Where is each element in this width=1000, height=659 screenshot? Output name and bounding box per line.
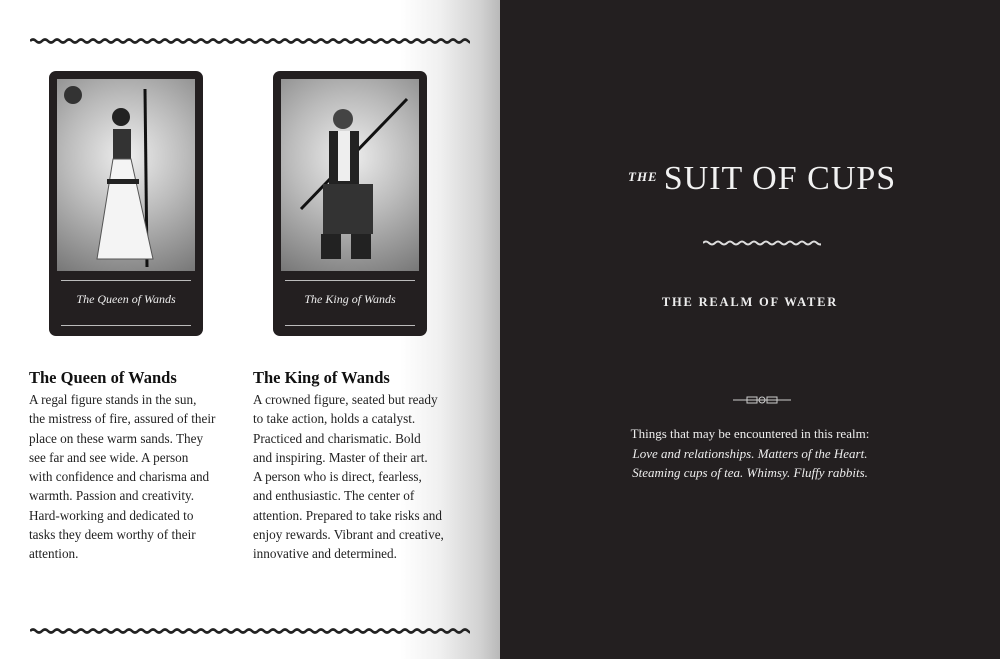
- wavy-divider-bottom: [30, 628, 470, 634]
- title-prefix: THE: [628, 169, 658, 184]
- entry-text-line: Practiced and charismatic. Bold: [253, 430, 421, 446]
- chapter-title: [628, 160, 896, 198]
- entry-text-line: the mistress of fire, assured of their: [29, 411, 216, 427]
- entry-text-line: attention.: [29, 546, 79, 562]
- entry-text-line: A regal figure stands in the sun,: [29, 392, 197, 407]
- entry-text-line: warmth. Passion and creativity.: [29, 488, 195, 504]
- queen-of-wands-card: [49, 71, 203, 336]
- entry-text-line: and inspiring. Master of their art.: [253, 449, 428, 465]
- entry-text-line: place on these warm sands. They: [29, 430, 204, 446]
- card-caption: The King of Wands: [304, 292, 396, 306]
- queen-of-wands-entry: [29, 368, 249, 564]
- entry-text-line: attention. Prepared to take risks and: [253, 507, 442, 523]
- title-text: SUIT OF CUPS: [663, 160, 897, 197]
- chapter-subtitle: THE REALM OF WATER: [661, 295, 839, 309]
- right-page: [500, 0, 1000, 659]
- realm-intro: Things that may be encountered in this realm:: [630, 426, 870, 441]
- ornament-icon: [733, 396, 791, 404]
- queen-of-wands-illustration: [57, 79, 195, 271]
- entry-title: The King of Wands: [253, 368, 390, 387]
- king-of-wands-illustration: [281, 79, 419, 271]
- entry-text-line: innovative and determined.: [253, 546, 397, 562]
- entry-title: The Queen of Wands: [29, 368, 177, 387]
- entry-text-line: with confidence and charisma and: [29, 469, 210, 485]
- wavy-divider-top: [30, 38, 470, 44]
- realm-line: Steaming cups of tea. Whimsy. Fluffy rabbits.: [632, 465, 868, 480]
- entry-text-line: Hard-working and dedicated to: [29, 507, 194, 523]
- card-caption: The Queen of Wands: [76, 292, 176, 306]
- wavy-divider: [703, 240, 821, 246]
- entry-text-line: to take action, holds a catalyst.: [253, 411, 416, 427]
- entry-text-line: see far and see wide. A person: [29, 449, 189, 465]
- entry-text-line: A person who is direct, fearless,: [253, 469, 422, 485]
- king-of-wands-entry: [253, 368, 473, 564]
- entry-text-line: enjoy rewards. Vibrant and creative,: [253, 527, 444, 543]
- realm-line: Love and relationships. Matters of the Heart.: [632, 445, 868, 461]
- king-of-wands-card: [273, 71, 427, 336]
- entry-text-line: A crowned figure, seated but ready: [253, 392, 438, 407]
- entry-text-line: and enthusiastic. The center of: [253, 488, 415, 504]
- entry-text-line: tasks they deem worthy of their: [29, 527, 196, 543]
- realm-description: [500, 424, 1000, 483]
